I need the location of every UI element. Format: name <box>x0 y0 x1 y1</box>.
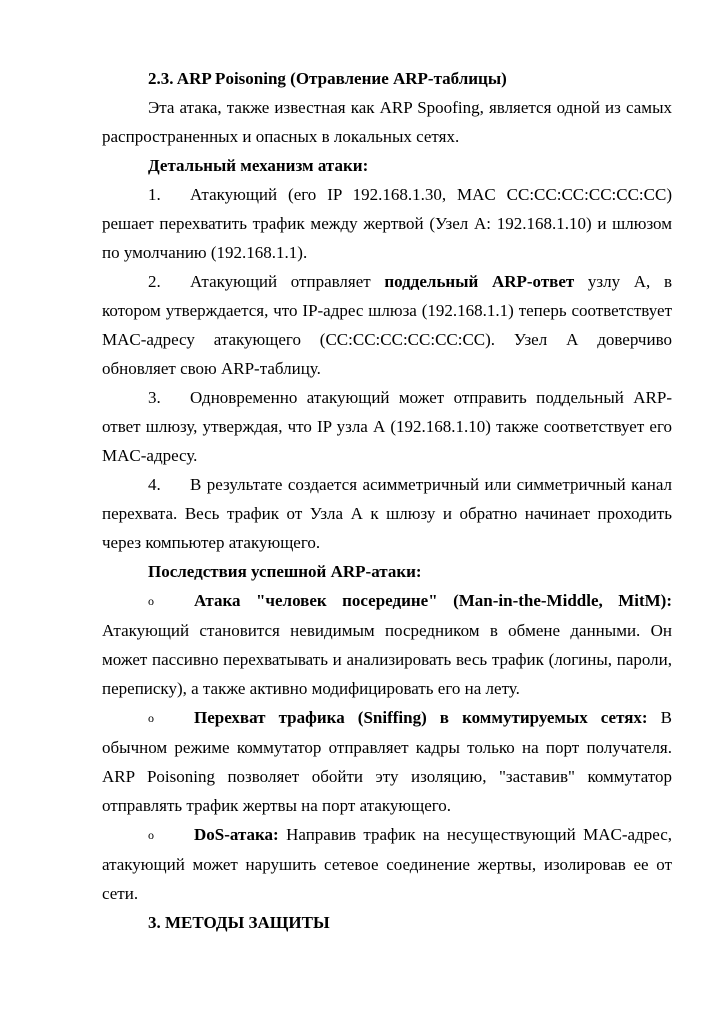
intro-paragraph: Эта атака, также известная как ARP Spoofing, является одной из самых распространенных и опасных в локальных сетях. <box>102 98 672 146</box>
step-item <box>102 267 672 383</box>
step-number: 3. <box>148 388 161 407</box>
bullet-item <box>102 703 672 820</box>
step-text-tail: узлу А, в котором утверждается, что IP-адрес шлюза (192.168.1.1) теперь соответствует MAC-адресу атакующего (CC:CC:CC:CC:CC:CC). Узел А доверчиво обновляет свою ARP-таблицу. <box>102 272 672 378</box>
step-number: 2. <box>148 272 161 291</box>
step-item <box>102 470 672 557</box>
mechanism-title: Детальный механизм атаки: <box>148 156 369 175</box>
step-bold-text: поддельный ARP-ответ <box>384 272 575 291</box>
bullet-bold-text: Атака "человек посередине" (Man-in-the-Middle, MitM): <box>194 591 672 610</box>
bullet-marker-icon: o <box>148 828 154 842</box>
bullet-text: Направив трафик на несуществующий MAC-адрес, атакующий может нарушить сетевое соединение жертвы, изолировав ее от сети. <box>102 825 672 903</box>
step-text: В результате создается асимметричный или симметричный канал перехвата. Весь трафик от Узла А к шлюзу и обратно начинает проходить через компьютер атакующего. <box>102 475 672 552</box>
step-text: Атакующий (его IP 192.168.1.30, MAC CC:CC:CC:CC:CC:CC) решает перехватить трафик между жертвой (Узел А: 192.168.1.10) и шлюзом по умолчанию (192.168.1.1). <box>102 185 672 262</box>
step-text: Одновременно атакующий может отправить поддельный ARP-ответ шлюзу, утверждая, что IP узла А (192.168.1.10) также соответствует его MAC-адресу. <box>102 388 672 465</box>
bullet-marker-icon: o <box>148 594 154 608</box>
step-number: 4. <box>148 475 161 494</box>
bullet-item <box>102 586 672 703</box>
bullet-marker-icon: o <box>148 711 154 725</box>
step-text: Атакующий отправляет <box>190 272 385 291</box>
step-item <box>102 180 672 267</box>
section3-heading: 3. МЕТОДЫ ЗАЩИТЫ <box>148 913 330 932</box>
section-heading: 2.3. ARP Poisoning (Отравление ARP-таблицы) <box>148 69 507 88</box>
step-number: 1. <box>148 185 161 204</box>
bullet-bold-text: DoS-атака: <box>194 825 279 844</box>
bullet-bold-text: Перехват трафика (Sniffing) в коммутируемых сетях: <box>194 708 648 727</box>
consequences-title: Последствия успешной ARP-атаки: <box>148 562 422 581</box>
step-item <box>102 383 672 470</box>
bullet-item <box>102 820 672 908</box>
bullet-text: В обычном режиме коммутатор отправляет кадры только на порт получателя. ARP Poisoning позволяет обойти эту изоляцию, "заставив" коммутатор отправлять трафик жертвы на порт атакующего. <box>102 708 673 815</box>
bullet-text: Атакующий становится невидимым посредником в обмене данными. Он может пассивно перехватывать и анализировать весь трафик (логины, пароли, переписку), а также активно модифицировать его на лету. <box>102 621 672 698</box>
